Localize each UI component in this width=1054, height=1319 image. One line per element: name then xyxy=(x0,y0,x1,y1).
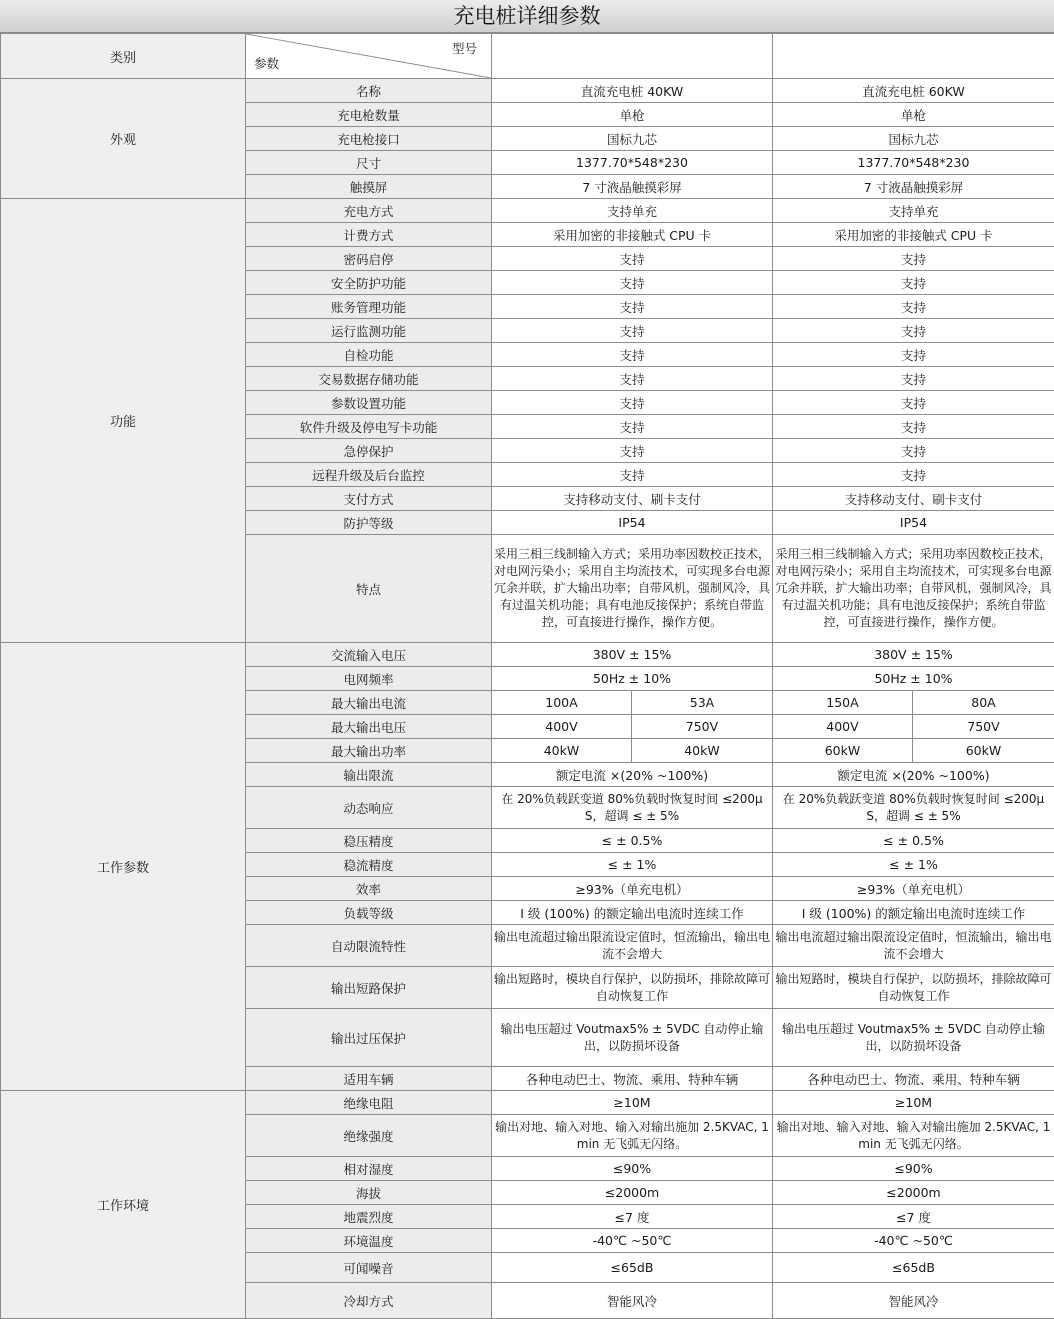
param-label-cell: 安全防护功能 xyxy=(246,271,492,295)
value-40kw: ≤90% xyxy=(492,1157,773,1181)
value-60kw: ≤2000m xyxy=(773,1181,1054,1205)
param-label-cell: 充电枪接口 xyxy=(246,127,492,151)
value-40kw: 输出电流超过输出限流设定值时，恒流输出，输出电流不会增大 xyxy=(492,925,773,967)
value-40kw: 在 20%负载跃变道 80%负载时恢复时间 ≤200μS，超调 ≤ ± 5% xyxy=(492,787,773,829)
value-60kw: 直流充电桩 60KW xyxy=(773,79,1054,103)
param-label-cell: 冷却方式 xyxy=(246,1283,492,1319)
value-40kw: 支持 xyxy=(492,367,773,391)
value-60kw: 采用三相三线制输入方式；采用功率因数校正技术，对电网污染小；采用自主均流技术，可实现多台电源冗余并联，扩大输出功率；自带风机，强制风冷，具有过温关机功能；具有电池反接保护；系统自带监控，可直接进行操作，操作方便。 xyxy=(773,535,1054,643)
value-60kw: ≤90% xyxy=(773,1157,1054,1181)
value-40kw: 380V ± 15% xyxy=(492,643,773,667)
param-label-cell: 稳压精度 xyxy=(246,829,492,853)
param-label-cell: 名称 xyxy=(246,79,492,103)
value-60kw: 输出对地、输入对地、输入对输出施加 2.5KVAC, 1min 无飞弧无闪络。 xyxy=(773,1115,1054,1157)
value-60kw: ≥93%（单充电机） xyxy=(773,877,1054,901)
value-60kw: IP54 xyxy=(773,511,1054,535)
value-40kw: 支持 xyxy=(492,343,773,367)
value-60kw: 额定电流 ×(20% ~100%) xyxy=(773,763,1054,787)
value-60kw: 支持 xyxy=(773,343,1054,367)
value-40kw: ≤2000m xyxy=(492,1181,773,1205)
param-label-cell: 环境温度 xyxy=(246,1229,492,1253)
param-label-cell: 交流输入电压 xyxy=(246,643,492,667)
section-environment: 工作环境 xyxy=(1,1091,246,1319)
param-label-cell: 最大输出电流 xyxy=(246,691,492,715)
value-60kw-b: 750V xyxy=(913,715,1054,739)
value-60kw: 输出电压超过 Voutmax5% ± 5VDC 自动停止输出，以防损坏设备 xyxy=(773,1009,1054,1067)
value-40kw: 采用加密的非接触式 CPU 卡 xyxy=(492,223,773,247)
param-label-cell: 电网频率 xyxy=(246,667,492,691)
category-header: 类别 xyxy=(1,34,246,79)
value-60kw: ≤ ± 1% xyxy=(773,853,1054,877)
value-40kw: 采用三相三线制输入方式；采用功率因数校正技术，对电网污染小；采用自主均流技术，可实现多台电源冗余并联，扩大输出功率；自带风机，强制风冷，具有过温关机功能；具有电池反接保护；系统自带监控，可直接进行操作，操作方便。 xyxy=(492,535,773,643)
value-60kw: 在 20%负载跃变道 80%负载时恢复时间 ≤200μS，超调 ≤ ± 5% xyxy=(773,787,1054,829)
value-40kw-b: 40kW xyxy=(632,739,773,763)
param-label-cell: 可闻噪音 xyxy=(246,1253,492,1283)
value-40kw: Ⅰ 级 (100%) 的额定输出电流时连续工作 xyxy=(492,901,773,925)
value-60kw: ≤65dB xyxy=(773,1253,1054,1283)
value-60kw: 支持 xyxy=(773,367,1054,391)
model-label: 型号 xyxy=(452,39,477,57)
param-label-cell: 防护等级 xyxy=(246,511,492,535)
param-label-cell: 效率 xyxy=(246,877,492,901)
value-40kw: 支持移动支付、刷卡支付 xyxy=(492,487,773,511)
param-label-cell: 绝缘电阻 xyxy=(246,1091,492,1115)
param-label-cell: 输出过压保护 xyxy=(246,1009,492,1067)
value-40kw: 各种电动巴士、物流、乘用、特种车辆 xyxy=(492,1067,773,1091)
value-40kw-a: 100A xyxy=(492,691,632,715)
model-60kw-header xyxy=(773,34,1054,79)
value-40kw: 支持 xyxy=(492,295,773,319)
value-40kw: 直流充电桩 40KW xyxy=(492,79,773,103)
value-60kw: 1377.70*548*230 xyxy=(773,151,1054,175)
header-row xyxy=(1,34,1054,79)
value-60kw: 支持 xyxy=(773,295,1054,319)
param-label-cell: 特点 xyxy=(246,535,492,643)
value-40kw: 1377.70*548*230 xyxy=(492,151,773,175)
spec-row xyxy=(1,199,1054,223)
value-60kw: 输出短路时，模块自行保护，以防损坏，排除故障可自动恢复工作 xyxy=(773,967,1054,1009)
param-label-cell: 自动限流特性 xyxy=(246,925,492,967)
value-40kw-a: 400V xyxy=(492,715,632,739)
param-model-corner xyxy=(246,34,492,79)
param-label-cell: 自检功能 xyxy=(246,343,492,367)
value-40kw: 输出电压超过 Voutmax5% ± 5VDC 自动停止输出，以防损坏设备 xyxy=(492,1009,773,1067)
value-60kw: 支持 xyxy=(773,247,1054,271)
spec-row xyxy=(1,79,1054,103)
value-60kw-b: 60kW xyxy=(913,739,1054,763)
value-40kw: 支持 xyxy=(492,247,773,271)
value-60kw: 50Hz ± 10% xyxy=(773,667,1054,691)
value-60kw: -40℃ ~50℃ xyxy=(773,1229,1054,1253)
value-60kw-a: 400V xyxy=(773,715,913,739)
section-function: 功能 xyxy=(1,199,246,643)
value-40kw: ≤7 度 xyxy=(492,1205,773,1229)
value-40kw: 国标九芯 xyxy=(492,127,773,151)
param-label-cell: 远程升级及后台监控 xyxy=(246,463,492,487)
value-60kw: 支持单充 xyxy=(773,199,1054,223)
value-60kw: ≤7 度 xyxy=(773,1205,1054,1229)
value-60kw: 支持 xyxy=(773,271,1054,295)
param-label-cell: 绝缘强度 xyxy=(246,1115,492,1157)
param-label-cell: 海拔 xyxy=(246,1181,492,1205)
param-label-cell: 计费方式 xyxy=(246,223,492,247)
param-label-cell: 运行监测功能 xyxy=(246,319,492,343)
value-40kw: ≥93%（单充电机） xyxy=(492,877,773,901)
value-60kw: 支持 xyxy=(773,319,1054,343)
value-40kw: 支持 xyxy=(492,439,773,463)
value-40kw: 输出短路时，模块自行保护，以防损坏，排除故障可自动恢复工作 xyxy=(492,967,773,1009)
param-label-cell: 输出限流 xyxy=(246,763,492,787)
value-60kw-a: 150A xyxy=(773,691,913,715)
value-60kw-b: 80A xyxy=(913,691,1054,715)
value-60kw: 各种电动巴士、物流、乘用、特种车辆 xyxy=(773,1067,1054,1091)
value-60kw: 输出电流超过输出限流设定值时，恒流输出，输出电流不会增大 xyxy=(773,925,1054,967)
param-label-cell: 密码启停 xyxy=(246,247,492,271)
value-40kw: IP54 xyxy=(492,511,773,535)
value-60kw: 单枪 xyxy=(773,103,1054,127)
spec-row xyxy=(1,1091,1054,1115)
param-label-cell: 支付方式 xyxy=(246,487,492,511)
value-60kw: ≤ ± 0.5% xyxy=(773,829,1054,853)
value-60kw: 国标九芯 xyxy=(773,127,1054,151)
value-40kw: 支持 xyxy=(492,391,773,415)
value-60kw: 智能风冷 xyxy=(773,1283,1054,1319)
value-60kw: 支持 xyxy=(773,415,1054,439)
value-60kw: 支持 xyxy=(773,463,1054,487)
value-60kw: 7 寸液晶触摸彩屏 xyxy=(773,175,1054,199)
param-label-cell: 尺寸 xyxy=(246,151,492,175)
param-label-cell: 充电方式 xyxy=(246,199,492,223)
value-40kw: 50Hz ± 10% xyxy=(492,667,773,691)
value-60kw: Ⅰ 级 (100%) 的额定输出电流时连续工作 xyxy=(773,901,1054,925)
value-40kw-b: 750V xyxy=(632,715,773,739)
value-40kw: ≤65dB xyxy=(492,1253,773,1283)
value-40kw: 输出对地、输入对地、输入对输出施加 2.5KVAC, 1min 无飞弧无闪络。 xyxy=(492,1115,773,1157)
param-label-cell: 最大输出功率 xyxy=(246,739,492,763)
param-label-cell: 适用车辆 xyxy=(246,1067,492,1091)
value-40kw: 支持 xyxy=(492,319,773,343)
param-label-cell: 触摸屏 xyxy=(246,175,492,199)
param-label-cell: 动态响应 xyxy=(246,787,492,829)
page-title: 充电桩详细参数 xyxy=(0,0,1054,33)
param-label: 参数 xyxy=(254,54,279,72)
value-40kw: 支持 xyxy=(492,415,773,439)
value-60kw: 采用加密的非接触式 CPU 卡 xyxy=(773,223,1054,247)
section-appearance: 外观 xyxy=(1,79,246,199)
param-label-cell: 稳流精度 xyxy=(246,853,492,877)
param-label-cell: 输出短路保护 xyxy=(246,967,492,1009)
spec-table xyxy=(0,33,1054,1319)
value-40kw: 支持 xyxy=(492,463,773,487)
param-label-cell: 相对湿度 xyxy=(246,1157,492,1181)
value-60kw: ≥10M xyxy=(773,1091,1054,1115)
value-40kw: -40℃ ~50℃ xyxy=(492,1229,773,1253)
value-40kw: ≥10M xyxy=(492,1091,773,1115)
param-label-cell: 参数设置功能 xyxy=(246,391,492,415)
value-40kw: 支持单充 xyxy=(492,199,773,223)
param-label-cell: 最大输出电压 xyxy=(246,715,492,739)
param-label-cell: 急停保护 xyxy=(246,439,492,463)
param-label-cell: 账务管理功能 xyxy=(246,295,492,319)
value-40kw: 智能风冷 xyxy=(492,1283,773,1319)
value-40kw: 额定电流 ×(20% ~100%) xyxy=(492,763,773,787)
model-40kw-header xyxy=(492,34,773,79)
param-label-cell: 负载等级 xyxy=(246,901,492,925)
value-40kw: 7 寸液晶触摸彩屏 xyxy=(492,175,773,199)
param-label-cell: 交易数据存储功能 xyxy=(246,367,492,391)
section-working-params: 工作参数 xyxy=(1,643,246,1091)
value-40kw: 单枪 xyxy=(492,103,773,127)
value-40kw-b: 53A xyxy=(632,691,773,715)
value-40kw: ≤ ± 0.5% xyxy=(492,829,773,853)
param-label-cell: 地震烈度 xyxy=(246,1205,492,1229)
param-label-cell: 软件升级及停电写卡功能 xyxy=(246,415,492,439)
value-40kw-a: 40kW xyxy=(492,739,632,763)
value-60kw: 380V ± 15% xyxy=(773,643,1054,667)
spec-row xyxy=(1,643,1054,667)
value-60kw: 支持 xyxy=(773,439,1054,463)
value-40kw: ≤ ± 1% xyxy=(492,853,773,877)
value-40kw: 支持 xyxy=(492,271,773,295)
value-60kw: 支持移动支付、刷卡支付 xyxy=(773,487,1054,511)
param-label-cell: 充电枪数量 xyxy=(246,103,492,127)
value-60kw-a: 60kW xyxy=(773,739,913,763)
value-60kw: 支持 xyxy=(773,391,1054,415)
